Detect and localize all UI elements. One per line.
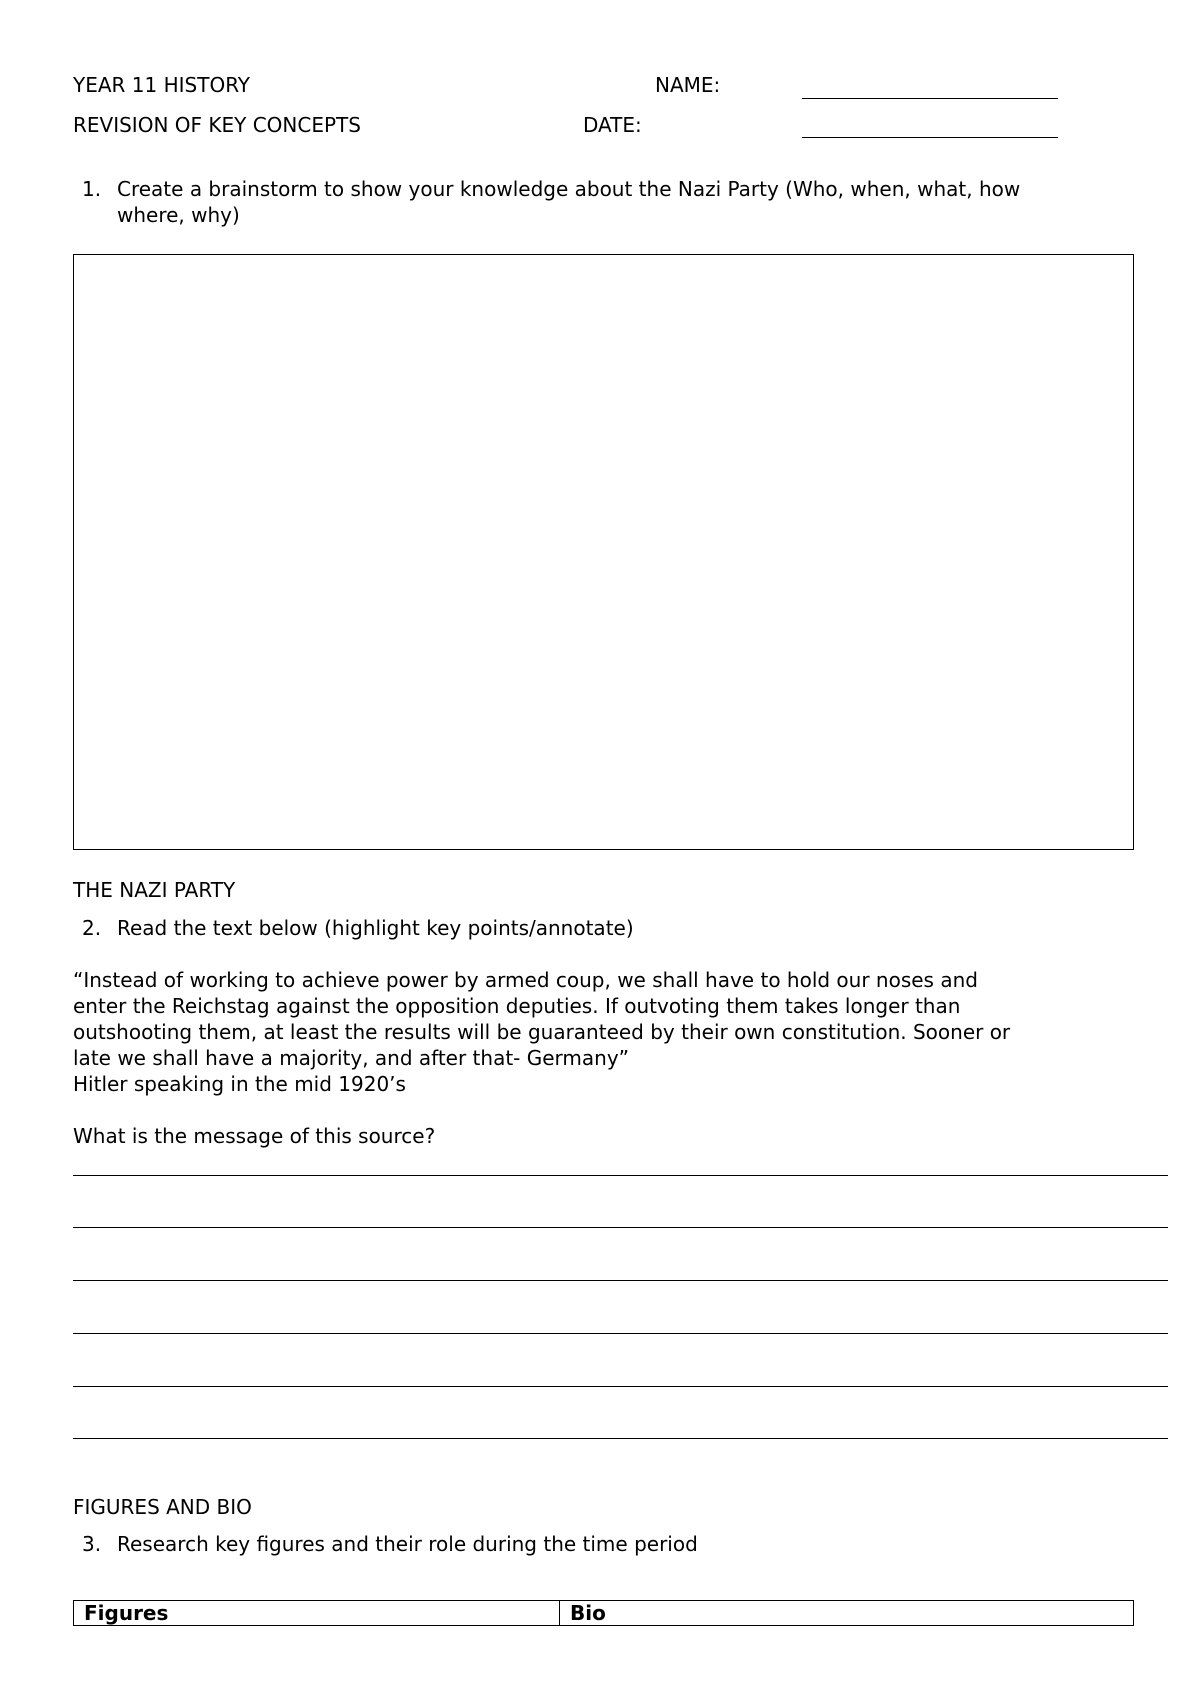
question-2-text: Read the text below (highlight key points/annotate) xyxy=(117,916,634,940)
date-field-line[interactable] xyxy=(802,137,1058,138)
question-3-text: Research key figures and their role during the time period xyxy=(117,1532,698,1556)
page-subtitle: REVISION OF KEY CONCEPTS xyxy=(73,113,361,137)
answer-line[interactable] xyxy=(73,1333,1168,1334)
brainstorm-box[interactable] xyxy=(73,254,1134,850)
quote-attribution: Hitler speaking in the mid 1920’s xyxy=(73,1072,406,1096)
answer-line[interactable] xyxy=(73,1227,1168,1228)
question-1-number: 1. xyxy=(82,177,102,201)
name-label: NAME: xyxy=(655,73,721,97)
date-label: DATE: xyxy=(583,113,642,137)
section-heading-figures-bio: FIGURES AND BIO xyxy=(73,1495,252,1519)
table-header-row xyxy=(74,1601,1134,1626)
answer-line[interactable] xyxy=(73,1280,1168,1281)
question-1-line-2: where, why) xyxy=(117,203,240,227)
course-title: YEAR 11 HISTORY xyxy=(73,73,251,97)
question-2-number: 2. xyxy=(82,916,102,940)
question-3-number: 3. xyxy=(82,1532,102,1556)
table-header-figures: Figures xyxy=(74,1601,560,1626)
source-quote xyxy=(73,967,1133,1097)
quote-line-1: “Instead of working to achieve power by armed coup, we shall have to hold our noses and xyxy=(73,968,978,992)
answer-line[interactable] xyxy=(73,1438,1168,1439)
answer-line[interactable] xyxy=(73,1386,1168,1387)
section-heading-nazi-party: THE NAZI PARTY xyxy=(73,878,236,902)
figures-table xyxy=(73,1600,1134,1626)
source-message-prompt: What is the message of this source? xyxy=(73,1124,436,1148)
question-1-text xyxy=(117,176,1137,228)
table-header-bio: Bio xyxy=(560,1601,1134,1626)
question-1-line-1: Create a brainstorm to show your knowledge about the Nazi Party (Who, when, what, how xyxy=(117,177,1021,201)
quote-line-2: enter the Reichstag against the opposition deputies. If outvoting them takes longer than xyxy=(73,994,961,1018)
answer-line[interactable] xyxy=(73,1175,1168,1176)
quote-line-3: outshooting them, at least the results will be guaranteed by their own constitution. Sooner or xyxy=(73,1020,1011,1044)
name-field-line[interactable] xyxy=(802,98,1058,99)
quote-line-4: late we shall have a majority, and after that- Germany” xyxy=(73,1046,630,1070)
